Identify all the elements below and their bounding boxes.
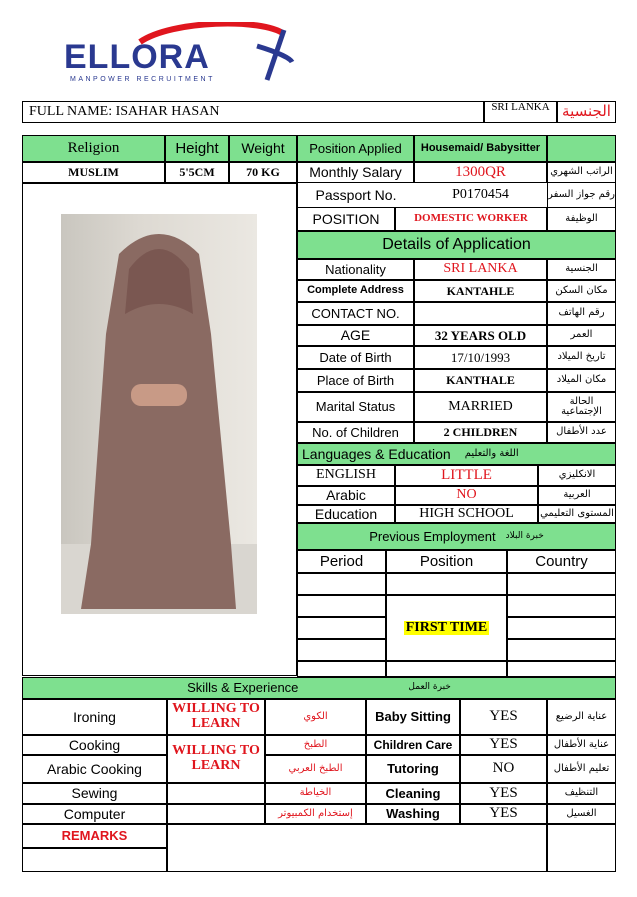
candidate-photo [61, 214, 257, 614]
skill-children-care-value: YES [460, 735, 547, 755]
skill-computer-value [167, 804, 265, 824]
address-value: KANTAHLE [414, 280, 547, 302]
address-label: Complete Address [297, 280, 414, 302]
employment-country-cell [507, 617, 616, 639]
weight-header: Weight [229, 135, 297, 162]
education-label: Education [297, 505, 395, 523]
details-title: Details of Application [297, 231, 616, 259]
monthly-salary-label: Monthly Salary [297, 162, 414, 183]
children-ar: عدد الأطفال [547, 422, 616, 443]
skill-tutoring-value: NO [460, 755, 547, 783]
english-ar: الانكليزي [538, 465, 616, 486]
monthly-salary-value: 1300QR [414, 162, 547, 183]
dob-label: Date of Birth [297, 346, 414, 369]
country-header: Country [507, 550, 616, 573]
pob-ar: مكان الميلاد [547, 369, 616, 392]
pob-value: KANTHALE [414, 369, 547, 392]
employment-title-ar: خبرة البلاد [505, 530, 544, 541]
skill-ironing-label: Ironing [22, 699, 167, 735]
skill-arabic-cooking-label: Arabic Cooking [22, 755, 167, 783]
passport-ar: رقم جواز السفر [547, 183, 616, 207]
marital-label: Marital Status [297, 392, 414, 422]
position-applied-blank [547, 135, 616, 162]
position-label: POSITION [297, 207, 395, 231]
employment-period-cell [297, 617, 386, 639]
employment-country-cell [507, 573, 616, 595]
marital-ar: الحالة الإجتماعية [547, 392, 616, 422]
employment-position-cell [386, 573, 507, 595]
full-name-text: FULL NAME: ISAHAR HASAN [29, 103, 220, 119]
nationality-value: SRI LANKA [414, 259, 547, 280]
skill-computer-label: Computer [22, 804, 167, 824]
nationality-ar: الجنسية [547, 259, 616, 280]
height-value: 5'5CM [165, 162, 229, 183]
age-ar: العمر [547, 325, 616, 346]
skill-cleaning-label: Cleaning [366, 783, 460, 804]
employment-country-cell [507, 639, 616, 661]
position-applied-label: Position Applied [297, 135, 414, 162]
first-time-cell [386, 595, 507, 661]
remarks-body [167, 824, 547, 872]
religion-header: Religion [22, 135, 165, 162]
skill-children-care-label: Children Care [366, 735, 460, 755]
employment-title: Previous Employment خبرة البلاد [297, 523, 616, 550]
skill-computer-ar: إستخدام الكمبيوتر [265, 804, 366, 824]
willing-to-learn-1: WILLING TO LEARN [167, 699, 265, 735]
skills-title-ar: خبرة العمل [408, 682, 451, 693]
full-name [22, 101, 484, 123]
height-header: Height [165, 135, 229, 162]
first-time-text: FIRST TIME [405, 619, 488, 635]
passport-value: P0170454 [452, 186, 509, 202]
skill-cleaning-value: YES [460, 783, 547, 804]
header-nationality-ar: الجنسية [557, 101, 616, 123]
logo-tagline: MANPOWER RECRUITMENT [70, 76, 215, 83]
children-label: No. of Children [297, 422, 414, 443]
employment-period-cell [297, 639, 386, 661]
skill-sewing-value [167, 783, 265, 804]
employment-position-cell [386, 661, 507, 677]
english-value: LITTLE [395, 465, 538, 486]
skills-title: Skills & Experience خبرة العمل [22, 677, 616, 699]
arabic-value: NO [395, 486, 538, 505]
skill-baby-sitting-label: Baby Sitting [366, 699, 460, 735]
position-ar: الوظيفة [547, 207, 616, 231]
position-applied-value: Housemaid/ Babysitter [414, 135, 547, 162]
position-header: Position [386, 550, 507, 573]
employment-period-cell [297, 661, 386, 677]
skill-cooking-ar: الطبخ [265, 735, 366, 755]
marital-value: MARRIED [414, 392, 547, 422]
skill-baby-sitting-ar: عناية الرضيع [547, 699, 616, 735]
remarks-label: REMARKS [22, 824, 167, 848]
contact-ar: رقم الهاتف [547, 302, 616, 325]
skill-arabic-cooking-ar: الطبخ العربي [265, 755, 366, 783]
skill-ironing-ar: الكوي [265, 699, 366, 735]
employment-period-cell [297, 573, 386, 595]
position-value: DOMESTIC WORKER [395, 207, 547, 231]
children-value: 2 CHILDREN [414, 422, 547, 443]
skill-sewing-ar: الخياطة [265, 783, 366, 804]
ellora-logo [62, 22, 297, 90]
employment-period-cell [297, 595, 386, 617]
skill-washing-ar: الغسيل [547, 804, 616, 824]
skill-children-care-ar: عناية الأطفال [547, 735, 616, 755]
contact-label: CONTACT NO. [297, 302, 414, 325]
employment-country-cell [507, 595, 616, 617]
remarks-left-blank [22, 848, 167, 872]
arabic-label: Arabic [297, 486, 395, 505]
passport-label: Passport No. [297, 183, 414, 207]
arabic-ar: العربية [538, 486, 616, 505]
skill-tutoring-ar: تعليم الأطفال [547, 755, 616, 783]
dob-value: 17/10/1993 [414, 346, 547, 369]
monthly-salary-ar: الراتب الشهري [547, 162, 616, 183]
age-label: AGE [297, 325, 414, 346]
skill-cleaning-ar: التنظيف [547, 783, 616, 804]
header-country: SRI LANKA [484, 101, 557, 123]
education-value: HIGH SCHOOL [395, 505, 538, 523]
skill-cooking-label: Cooking [22, 735, 167, 755]
skill-tutoring-label: Tutoring [366, 755, 460, 783]
education-ar: المستوى التعليمي [538, 505, 616, 523]
person-icon [61, 214, 257, 614]
religion-value: MUSLIM [22, 162, 165, 183]
skill-washing-label: Washing [366, 804, 460, 824]
period-header: Period [297, 550, 386, 573]
remarks-right-blank [547, 824, 616, 872]
skill-baby-sitting-value: YES [460, 699, 547, 735]
pob-label: Place of Birth [297, 369, 414, 392]
weight-value: 70 KG [229, 162, 297, 183]
logo-text: ELLORA [64, 38, 210, 76]
contact-value [414, 302, 547, 325]
age-value: 32 YEARS OLD [414, 325, 547, 346]
languages-title: Languages & Education اللغة والتعليم [297, 443, 616, 465]
skill-washing-value: YES [460, 804, 547, 824]
languages-title-ar: اللغة والتعليم [464, 447, 519, 459]
employment-country-cell [507, 661, 616, 677]
skill-sewing-label: Sewing [22, 783, 167, 804]
nationality-label: Nationality [297, 259, 414, 280]
english-label: ENGLISH [297, 465, 395, 486]
address-ar: مكان السكن [547, 280, 616, 302]
dob-ar: تاريخ الميلاد [547, 346, 616, 369]
willing-to-learn-2: WILLING TO LEARN [167, 735, 265, 783]
